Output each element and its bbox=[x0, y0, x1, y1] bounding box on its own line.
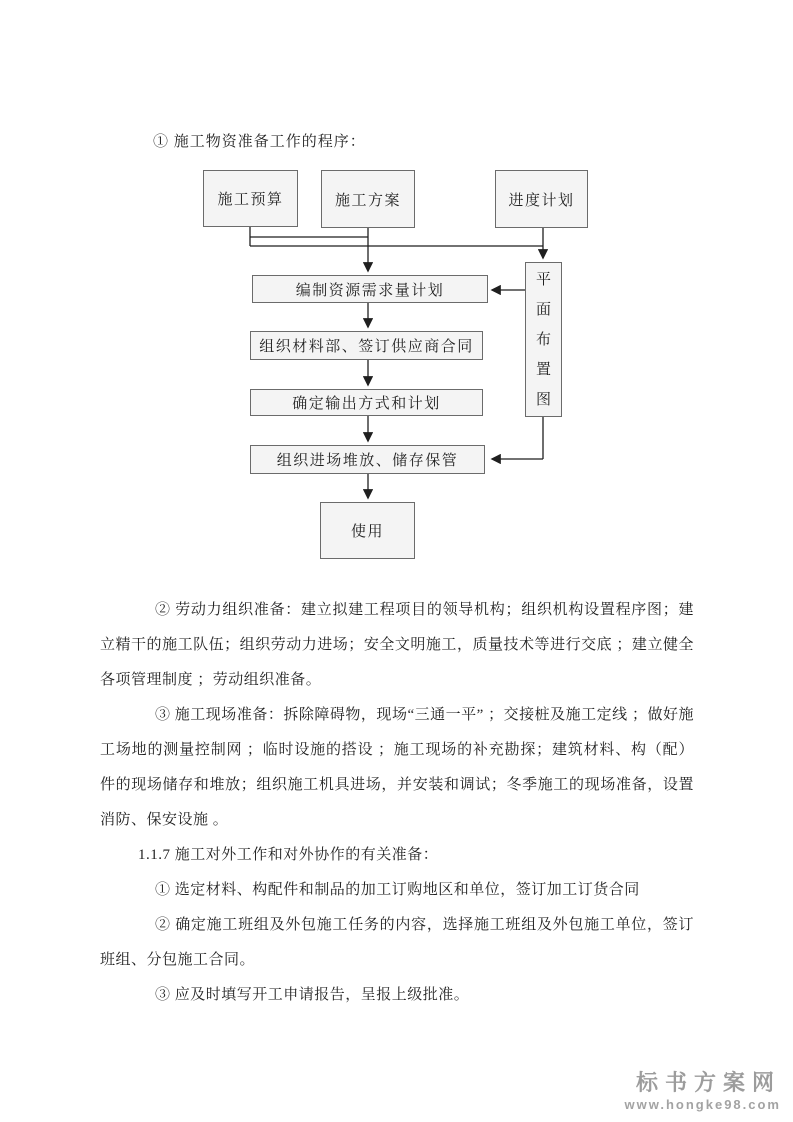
flow-node-label: 编制资源需求量计划 bbox=[295, 282, 445, 299]
flow-node-material-dept-supplier-contract bbox=[250, 331, 483, 360]
watermark-site-name: 标书方案网 bbox=[635, 1070, 781, 1095]
body-text bbox=[100, 593, 694, 1013]
flow-node-label: 施工预算 bbox=[217, 192, 284, 208]
flow-node-resource-demand-plan bbox=[252, 275, 488, 303]
flow-node-label: 施工方案 bbox=[334, 192, 401, 209]
section-heading: ① 施工物资准备工作的程序： bbox=[153, 134, 366, 150]
paragraph-site-preparation: ③ 施工现场准备：拆除障碍物，现场“三通一平” ；交接桩及施工定线 ；做好施工场地的测量控制网 ；临时设施的搭设 ；施工现场的补充勘探；建筑材料、构（配）件的现场储存和堆放；组织施工机具进场，并安装和调试；冬季施工的现场准备，设置消防、保安设施 。 bbox=[100, 707, 694, 828]
flow-node-label: 平面布置图 bbox=[535, 271, 551, 408]
paragraph-section-1-1-7-heading: 1.1.7 施工对外工作和对外协作的有关准备： bbox=[138, 847, 439, 863]
paragraph-labor-organization-preparation: ② 劳动力组织准备：建立拟建工程项目的领导机构；组织机构设置程序图；建立精干的施工队伍；组织劳动力进场；安全文明施工，质量技术等进行交底 ；建立健全各项管理制度 ；劳动组织准备。 bbox=[100, 602, 694, 688]
flow-node-progress-schedule bbox=[495, 170, 588, 228]
paragraph-material-ordering: ① 选定材料、构配件和制品的加工订购地区和单位，签订加工订货合同 bbox=[155, 882, 640, 898]
watermark-url: www.hongke98.com bbox=[624, 1097, 781, 1112]
flow-node-label: 确定输出方式和计划 bbox=[292, 396, 441, 412]
flow-node-site-stacking-storage bbox=[250, 445, 485, 474]
flow-node-use bbox=[320, 502, 415, 559]
flow-node-label: 组织进场堆放、储存保管 bbox=[276, 453, 459, 469]
flow-node-construction-plan bbox=[321, 170, 415, 228]
paragraph-crew-subcontract: ② 确定施工班组及外包施工任务的内容，选择施工班组及外包施工单位，签订班组、分包施工合同。 bbox=[100, 917, 694, 968]
paragraph-start-work-report: ③ 应及时填写开工申请报告，呈报上级批准。 bbox=[155, 987, 470, 1003]
flow-node-site-layout-drawing bbox=[525, 262, 562, 417]
watermark bbox=[625, 1070, 782, 1114]
flow-node-label: 使用 bbox=[350, 524, 384, 540]
flow-node-construction-budget bbox=[203, 170, 298, 227]
flow-node-label: 组织材料部、签订供应商合同 bbox=[259, 339, 474, 355]
flow-node-output-method-plan bbox=[250, 389, 483, 416]
flow-node-label: 进度计划 bbox=[508, 192, 575, 209]
